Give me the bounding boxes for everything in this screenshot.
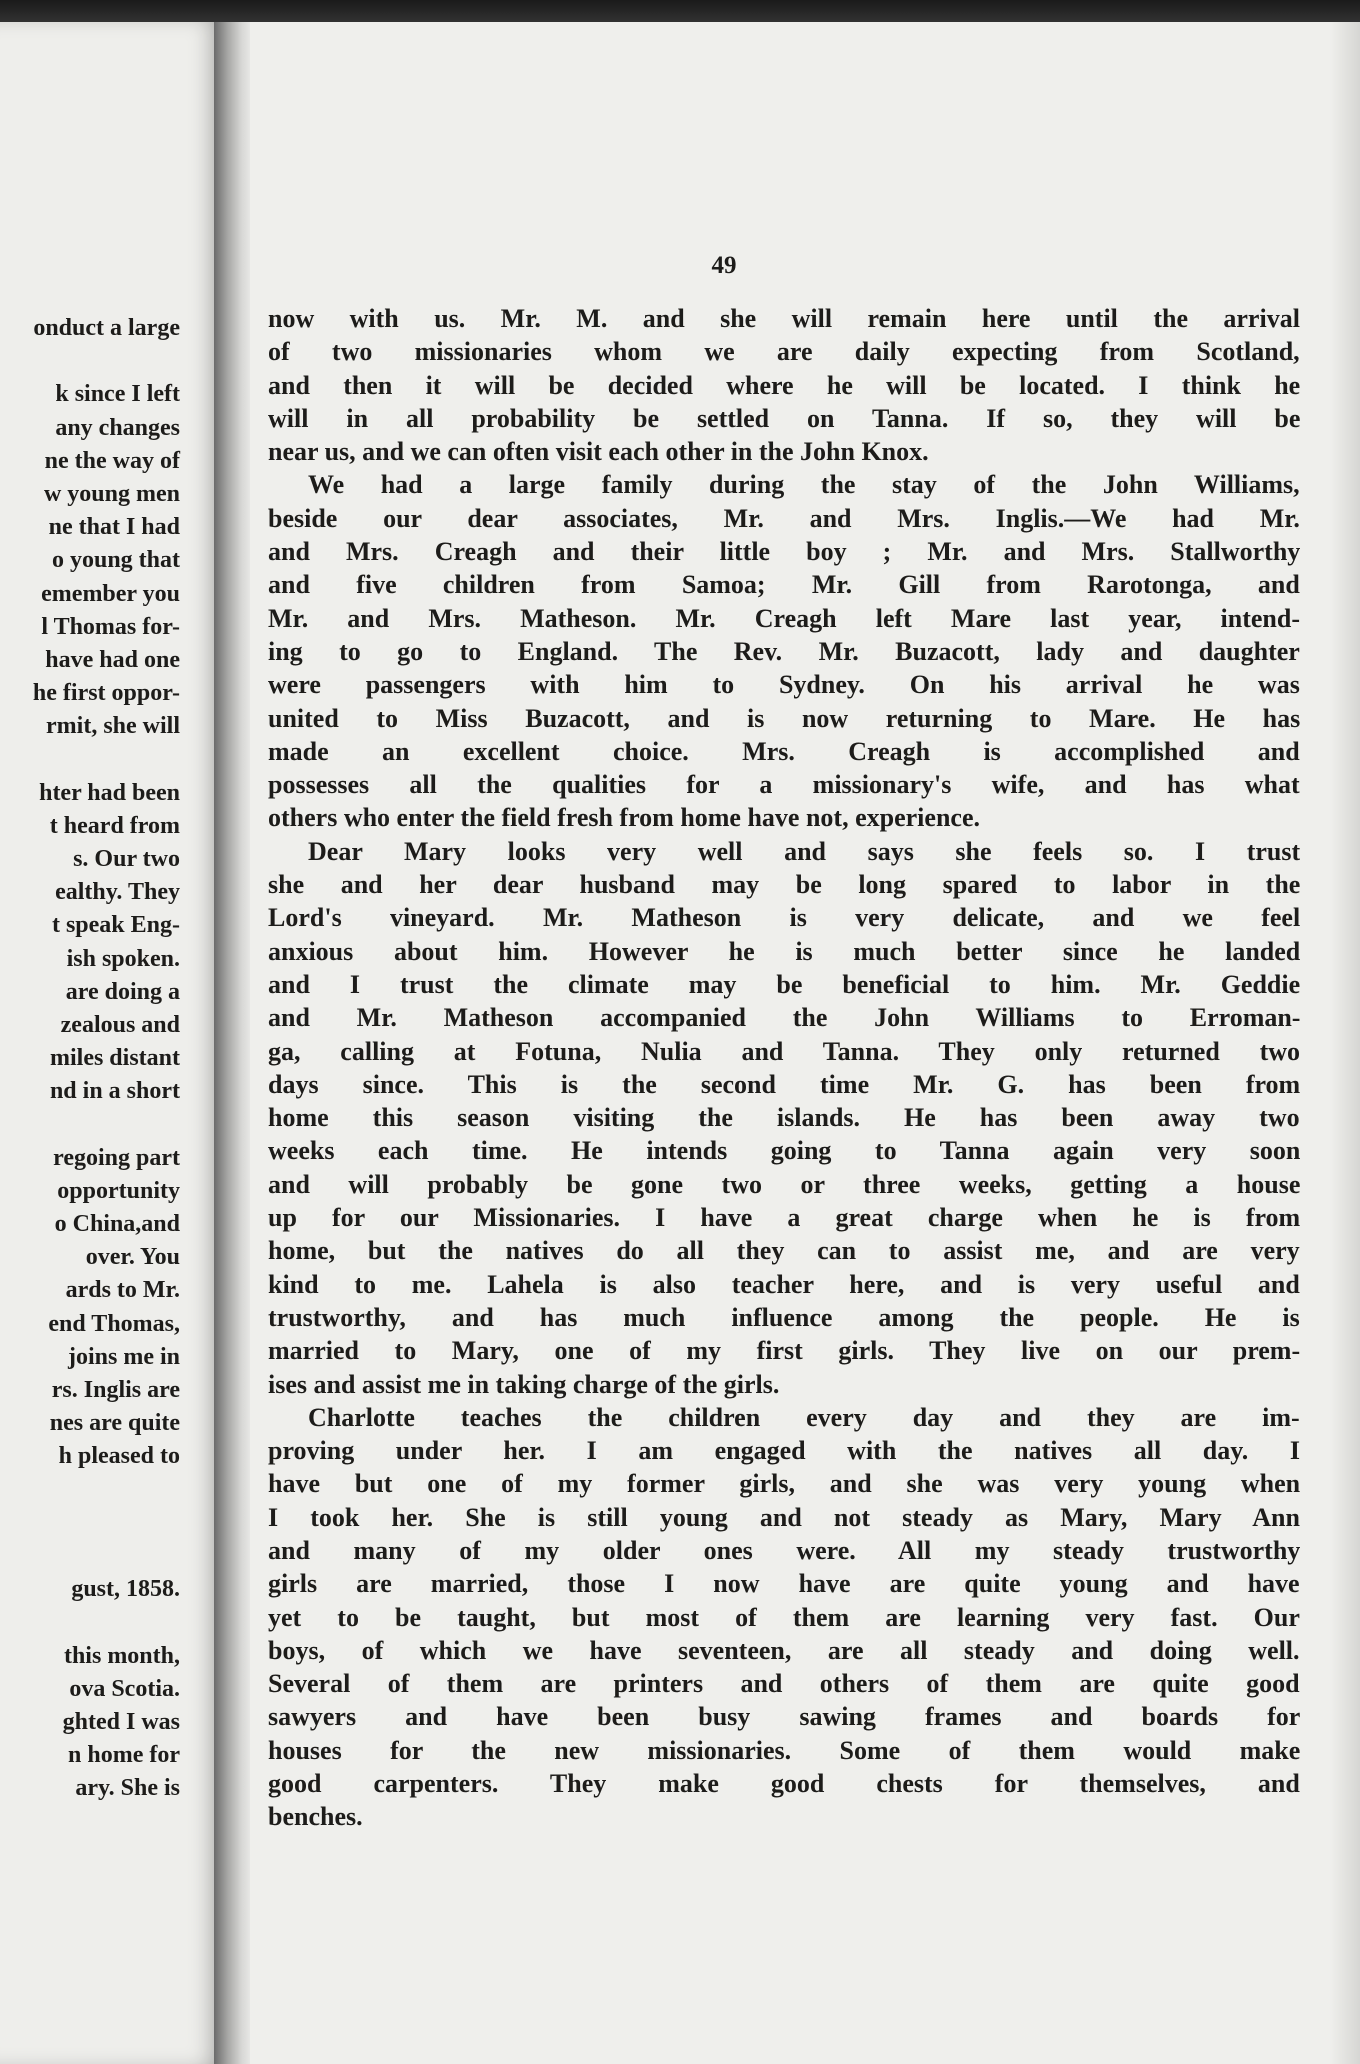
left-text-line: onduct a large <box>33 315 180 341</box>
left-text-line <box>0 743 180 776</box>
text-line: ga, calling at Fotuna, Nulia and Tanna. They only returned two <box>268 1036 1300 1066</box>
left-text-line: ghted I was <box>62 1708 180 1735</box>
text-line: made an excellent choice. Mrs. Creagh is accomplished and <box>268 736 1300 766</box>
book-gutter <box>214 22 254 2064</box>
left-text-line: are doing a <box>65 978 180 1005</box>
text-line: Charlotte teaches the children every day and they are im- <box>308 1402 1300 1432</box>
left-text-line: zealous and <box>60 1011 180 1038</box>
text-line: We had a large family during the stay of the John Williams, <box>308 470 1300 500</box>
left-text-line: regoing part <box>53 1144 180 1171</box>
text-line: kind to me. Lahela is also teacher here, and is very useful and <box>268 1269 1300 1299</box>
left-text-line: l Thomas for- <box>41 613 180 640</box>
text-line: Several of them are printers and others of them are quite good <box>268 1669 1300 1699</box>
text-line: Lord's vineyard. Mr. Matheson is very delicate, and we feel <box>268 903 1300 933</box>
text-line: were passengers with him to Sydney. On his arrival he was <box>268 670 1300 700</box>
left-text-line <box>0 1606 180 1639</box>
left-text-line: ary. She is <box>75 1775 180 1802</box>
left-page <box>0 22 222 2064</box>
left-text-line: s. Our two <box>73 846 180 872</box>
left-text-line: nes are quite <box>49 1410 180 1437</box>
left-text-line: hter had been <box>39 779 180 806</box>
left-text-line <box>0 1540 180 1573</box>
left-text-line: ards to Mr. <box>65 1277 180 1304</box>
left-text-line <box>0 1507 180 1540</box>
text-line: united to Miss Buzacott, and is now returning to Mare. He has <box>268 703 1300 733</box>
text-line: she and her dear husband may be long spared to labor in the <box>268 870 1300 900</box>
text-line: and many of my older ones were. All my steady trustworthy <box>268 1535 1300 1565</box>
left-text-line: ne the way of <box>44 447 180 474</box>
left-text-line: end Thomas, <box>48 1310 180 1337</box>
text-line: houses for the new missionaries. Some of them would make <box>268 1735 1300 1765</box>
text-line: I took her. She is still young and not steady as Mary, Mary Ann <box>268 1502 1300 1532</box>
text-line: and will probably be gone two or three weeks, getting a house <box>268 1169 1300 1199</box>
text-line: home this season visiting the islands. He has been away two <box>268 1103 1300 1133</box>
right-page-body <box>268 302 1300 1834</box>
text-line: trustworthy, and has much influence among the people. He is <box>268 1302 1300 1332</box>
text-line: Mr. and Mrs. Matheson. Mr. Creagh left Mare last year, intend- <box>268 603 1300 633</box>
left-text-line: h pleased to <box>58 1443 180 1470</box>
text-line: benches. <box>268 1802 363 1832</box>
left-text-line: ish spoken. <box>66 945 180 972</box>
left-text-line: rs. Inglis are <box>51 1377 180 1403</box>
text-line: and Mrs. Creagh and their little boy ; Mr. and Mrs. Stallworthy <box>268 537 1300 567</box>
left-text-line: t heard from <box>49 812 180 839</box>
text-line: sawyers and have been busy sawing frames and boards for <box>268 1702 1300 1732</box>
left-text-line: ova Scotia. <box>69 1675 180 1702</box>
left-text-line: this month, <box>63 1642 180 1669</box>
left-text-line: nd in a short <box>49 1078 180 1105</box>
left-text-line: emember you <box>41 580 180 607</box>
text-line: ises and assist me in taking charge of the girls. <box>268 1369 780 1399</box>
left-text-line: he first oppor- <box>32 680 180 707</box>
text-line: ing to go to England. The Rev. Mr. Buzacott, lady and daughter <box>268 636 1300 666</box>
text-line: of two missionaries whom we are daily expecting from Scotland, <box>268 337 1300 367</box>
left-page-text <box>0 312 180 1805</box>
text-line: others who enter the field fresh from home have not, experience. <box>268 803 980 833</box>
left-text-line: miles distant <box>49 1045 180 1072</box>
text-line: weeks each time. He intends going to Tanna again very soon <box>268 1136 1300 1166</box>
left-text-line: opportunity <box>57 1177 180 1204</box>
text-line: and then it will be decided where he will be located. I think he <box>268 370 1300 400</box>
text-line: home, but the natives do all they can to assist me, and are very <box>268 1236 1300 1266</box>
text-line: girls are married, those I now have are quite young and have <box>268 1569 1300 1599</box>
left-text-line: o China,and <box>54 1211 180 1238</box>
text-line: boys, of which we have seventeen, are all steady and doing well. <box>268 1635 1300 1665</box>
right-page <box>250 22 1360 2064</box>
text-line: beside our dear associates, Mr. and Mrs. Inglis.—We had Mr. <box>268 503 1300 533</box>
left-text-line: joins me in <box>67 1343 180 1370</box>
text-line: and five children from Samoa; Mr. Gill from Rarotonga, and <box>268 570 1300 600</box>
page-number: 49 <box>711 252 737 279</box>
left-text-line: ealthy. They <box>55 879 180 906</box>
text-line: good carpenters. They make good chests for themselves, and <box>268 1769 1300 1799</box>
left-text-line: o young that <box>51 547 180 574</box>
left-text-line: have had one <box>45 646 180 673</box>
left-text-line <box>0 1109 180 1142</box>
text-line: will in all probability be settled on Tanna. If so, they will be <box>268 403 1300 433</box>
left-text-line: gust, 1858. <box>71 1576 180 1603</box>
text-line: near us, and we can often visit each other in the John Knox. <box>268 437 929 467</box>
left-text-line: w young men <box>43 480 180 507</box>
text-line: married to Mary, one of my first girls. They live on our prem- <box>268 1336 1300 1366</box>
left-text-line <box>0 1474 180 1507</box>
text-line: proving under her. I am engaged with the natives all day. I <box>268 1436 1300 1466</box>
left-text-line: ne that I had <box>48 514 180 541</box>
left-text-line: t speak Eng- <box>51 912 180 939</box>
text-line: and I trust the climate may be beneficial to him. Mr. Geddie <box>268 969 1300 999</box>
left-text-line: rmit, she will <box>46 713 180 740</box>
text-line: possesses all the qualities for a missionary's wife, and has what <box>268 770 1300 800</box>
left-text-line: over. You <box>85 1244 180 1271</box>
text-line: days since. This is the second time Mr. G. has been from <box>268 1069 1300 1099</box>
text-line: and Mr. Matheson accompanied the John Williams to Erroman- <box>268 1003 1300 1033</box>
text-line: have but one of my former girls, and she was very young when <box>268 1469 1300 1499</box>
page-edge-shadow <box>1330 22 1360 2064</box>
left-text-line: any changes <box>55 414 180 441</box>
text-line: now with us. Mr. M. and she will remain here until the arrival <box>268 304 1300 333</box>
left-text-line <box>0 345 180 378</box>
text-line: Dear Mary looks very well and says she feels so. I trust <box>308 836 1300 866</box>
text-line: anxious about him. However he is much better since he landed <box>268 936 1300 966</box>
left-text-line: k since I left <box>55 381 180 408</box>
text-line: up for our Missionaries. I have a great charge when he is from <box>268 1203 1300 1233</box>
left-text-line: n home for <box>68 1742 180 1769</box>
text-line: yet to be taught, but most of them are learning very fast. Our <box>268 1602 1300 1632</box>
